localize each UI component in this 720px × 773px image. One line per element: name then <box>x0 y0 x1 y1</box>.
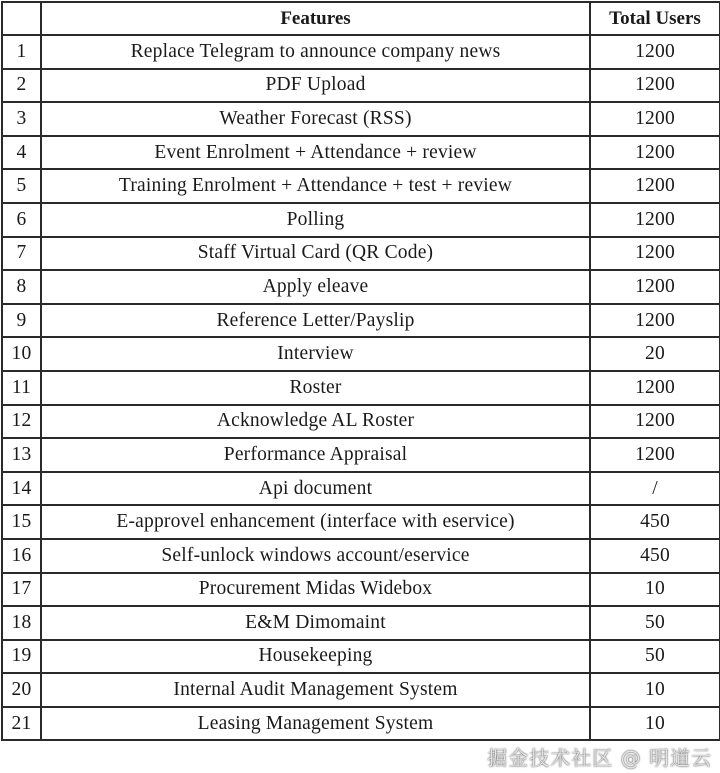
table-row <box>2 405 720 439</box>
table-row <box>2 505 720 539</box>
feature-cell: Reference Letter/Payslip <box>41 304 590 338</box>
table-row <box>2 169 720 203</box>
feature-cell: Weather Forecast (RSS) <box>41 102 590 136</box>
row-number-cell: 16 <box>2 539 41 573</box>
header-total-users: Total Users <box>590 2 720 35</box>
total-users-cell: 1200 <box>590 169 720 203</box>
feature-cell: Staff Virtual Card (QR Code) <box>41 237 590 271</box>
header-features: Features <box>41 2 590 35</box>
feature-cell: Event Enrolment + Attendance + review <box>41 136 590 170</box>
row-number-cell: 4 <box>2 136 41 170</box>
row-number-cell: 10 <box>2 337 41 371</box>
table-row <box>2 472 720 506</box>
table-row <box>2 573 720 607</box>
feature-cell: Roster <box>41 371 590 405</box>
feature-cell: Internal Audit Management System <box>41 673 590 707</box>
row-number-cell: 14 <box>2 472 41 506</box>
table-row <box>2 539 720 573</box>
table-row <box>2 438 720 472</box>
watermark-band <box>0 741 720 773</box>
row-number-cell: 3 <box>2 102 41 136</box>
total-users-cell: 1200 <box>590 237 720 271</box>
total-users-cell: 1200 <box>590 35 720 69</box>
feature-cell: Training Enrolment + Attendance + test + review <box>41 169 590 203</box>
total-users-cell: / <box>590 472 720 506</box>
feature-cell: Self-unlock windows account/eservice <box>41 539 590 573</box>
table-row <box>2 69 720 103</box>
row-number-cell: 12 <box>2 405 41 439</box>
feature-cell: E-approvel enhancement (interface with eservice) <box>41 505 590 539</box>
row-number-cell: 17 <box>2 573 41 607</box>
feature-cell: Api document <box>41 472 590 506</box>
total-users-cell: 450 <box>590 539 720 573</box>
total-users-cell: 10 <box>590 707 720 741</box>
table-row <box>2 102 720 136</box>
total-users-cell: 1200 <box>590 304 720 338</box>
row-number-cell: 21 <box>2 707 41 741</box>
watermark: 掘金技术社区 @ 明道云 <box>487 746 712 771</box>
row-number-cell: 20 <box>2 673 41 707</box>
row-number-cell: 19 <box>2 640 41 674</box>
row-number-cell: 8 <box>2 270 41 304</box>
total-users-cell: 1200 <box>590 438 720 472</box>
row-number-cell: 15 <box>2 505 41 539</box>
feature-cell: Replace Telegram to announce company news <box>41 35 590 69</box>
total-users-cell: 20 <box>590 337 720 371</box>
total-users-cell: 1200 <box>590 102 720 136</box>
feature-cell: Housekeeping <box>41 640 590 674</box>
table-row <box>2 136 720 170</box>
row-number-cell: 5 <box>2 169 41 203</box>
total-users-cell: 50 <box>590 640 720 674</box>
row-number-cell: 9 <box>2 304 41 338</box>
table-row <box>2 707 720 741</box>
table-row <box>2 606 720 640</box>
feature-cell: Interview <box>41 337 590 371</box>
feature-cell: Apply eleave <box>41 270 590 304</box>
feature-cell: Leasing Management System <box>41 707 590 741</box>
total-users-cell: 1200 <box>590 371 720 405</box>
feature-cell: Acknowledge AL Roster <box>41 405 590 439</box>
feature-cell: Procurement Midas Widebox <box>41 573 590 607</box>
feature-cell: Performance Appraisal <box>41 438 590 472</box>
table-body <box>2 35 720 740</box>
total-users-cell: 1200 <box>590 136 720 170</box>
row-number-cell: 2 <box>2 69 41 103</box>
feature-cell: PDF Upload <box>41 69 590 103</box>
total-users-cell: 10 <box>590 673 720 707</box>
header-no <box>2 2 41 35</box>
total-users-cell: 1200 <box>590 203 720 237</box>
total-users-cell: 50 <box>590 606 720 640</box>
row-number-cell: 7 <box>2 237 41 271</box>
table-row <box>2 237 720 271</box>
table-row <box>2 270 720 304</box>
table-row <box>2 371 720 405</box>
total-users-cell: 1200 <box>590 405 720 439</box>
row-number-cell: 13 <box>2 438 41 472</box>
feature-cell: Polling <box>41 203 590 237</box>
total-users-cell: 450 <box>590 505 720 539</box>
row-number-cell: 18 <box>2 606 41 640</box>
table-row <box>2 304 720 338</box>
row-number-cell: 1 <box>2 35 41 69</box>
total-users-cell: 1200 <box>590 69 720 103</box>
row-number-cell: 6 <box>2 203 41 237</box>
total-users-cell: 1200 <box>590 270 720 304</box>
features-table <box>1 1 720 741</box>
feature-cell: E&M Dimomaint <box>41 606 590 640</box>
header-row <box>2 2 720 35</box>
table-row <box>2 337 720 371</box>
table-row <box>2 35 720 69</box>
table-row <box>2 673 720 707</box>
table-row <box>2 203 720 237</box>
total-users-cell: 10 <box>590 573 720 607</box>
row-number-cell: 11 <box>2 371 41 405</box>
table-row <box>2 640 720 674</box>
